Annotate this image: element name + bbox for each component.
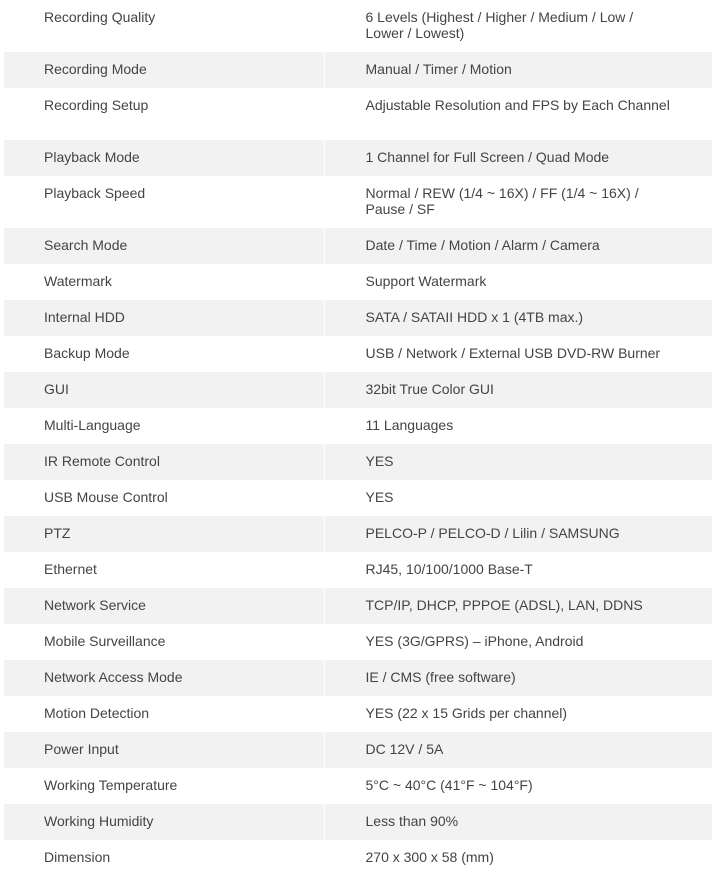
- spec-label: Recording Mode: [4, 52, 324, 88]
- spec-value: 5°C ~ 40°C (41°F ~ 104°F): [365, 777, 533, 793]
- spec-label: Search Mode: [4, 228, 324, 264]
- spec-row-playback-speed: [4, 176, 712, 228]
- spec-value: Manual / Timer / Motion: [324, 52, 712, 88]
- spec-label: Recording Setup: [4, 88, 324, 140]
- spec-row-ethernet: [4, 552, 712, 588]
- spec-row-mobile-surveillance: [4, 624, 712, 660]
- spec-row-motion-detection: [4, 696, 712, 732]
- spec-label: Network Access Mode: [4, 660, 324, 696]
- spec-label: Mobile Surveillance: [4, 624, 324, 660]
- spec-value: Normal / REW (1/4 ~ 16X) / FF (1/4 ~ 16X) / Pause / SF: [365, 185, 639, 217]
- spec-row-usb-mouse-control: [4, 480, 712, 516]
- spec-value: Less than 90%: [324, 804, 712, 840]
- spec-value: 6 Levels (Highest / Higher / Medium / Low / Lower / Lowest): [365, 9, 634, 41]
- spec-value: 1 Channel for Full Screen / Quad Mode: [324, 140, 712, 176]
- spec-label: GUI: [4, 372, 324, 408]
- spec-value: Date / Time / Motion / Alarm / Camera: [324, 228, 712, 264]
- spec-row-search-mode: [4, 228, 712, 264]
- spec-label: USB Mouse Control: [4, 480, 324, 516]
- spec-row-internal-hdd: [4, 300, 712, 336]
- spec-label: Watermark: [4, 264, 324, 300]
- spec-row-watermark: [4, 264, 712, 300]
- spec-label: PTZ: [4, 516, 324, 552]
- spec-row-ptz: [4, 516, 712, 552]
- spec-value: USB / Network / External USB DVD-RW Burner: [365, 345, 661, 361]
- spec-label: Playback Speed: [4, 176, 324, 228]
- spec-value: Adjustable Resolution and FPS by Each Channel: [365, 97, 670, 113]
- spec-label: Power Input: [4, 732, 324, 768]
- spec-label: IR Remote Control: [4, 444, 324, 480]
- spec-value: Support Watermark: [365, 273, 487, 289]
- spec-row-gui: [4, 372, 712, 408]
- spec-row-network-service: [4, 588, 712, 624]
- spec-row-recording-setup: [4, 88, 712, 140]
- spec-table-body: [4, 0, 712, 876]
- spec-table: [4, 0, 712, 876]
- spec-row-working-temperature: [4, 768, 712, 804]
- spec-label: Working Temperature: [4, 768, 324, 804]
- spec-row-ir-remote-control: [4, 444, 712, 480]
- spec-row-multi-language: [4, 408, 712, 444]
- spec-label: Backup Mode: [4, 336, 324, 372]
- spec-value: DC 12V / 5A: [324, 732, 712, 768]
- spec-row-power-input: [4, 732, 712, 768]
- spec-label: Internal HDD: [4, 300, 324, 336]
- spec-value: PELCO-P / PELCO-D / Lilin / SAMSUNG: [324, 516, 712, 552]
- spec-value: YES (3G/GPRS) – iPhone, Android: [365, 633, 584, 649]
- spec-value: IE / CMS (free software): [324, 660, 712, 696]
- spec-label: Multi-Language: [4, 408, 324, 444]
- spec-label: Playback Mode: [4, 140, 324, 176]
- spec-value: YES: [324, 444, 712, 480]
- spec-value: RJ45, 10/100/1000 Base-T: [365, 561, 533, 577]
- spec-value: TCP/IP, DHCP, PPPOE (ADSL), LAN, DDNS: [324, 588, 712, 624]
- spec-row-recording-mode: [4, 52, 712, 88]
- spec-label: Motion Detection: [4, 696, 324, 732]
- spec-row-playback-mode: [4, 140, 712, 176]
- spec-row-network-access-mode: [4, 660, 712, 696]
- spec-label: Recording Quality: [4, 0, 324, 52]
- spec-value: 11 Languages: [365, 417, 454, 433]
- spec-label: Working Humidity: [4, 804, 324, 840]
- spec-label: Dimension: [4, 840, 324, 876]
- spec-value: YES (22 x 15 Grids per channel): [365, 705, 568, 721]
- spec-row-working-humidity: [4, 804, 712, 840]
- spec-label: Network Service: [4, 588, 324, 624]
- spec-row-recording-quality: [4, 0, 712, 52]
- spec-row-dimension: [4, 840, 712, 876]
- spec-value: 270 x 300 x 58 (mm): [365, 849, 494, 865]
- spec-value: 32bit True Color GUI: [324, 372, 712, 408]
- spec-label: Ethernet: [4, 552, 324, 588]
- spec-value: SATA / SATAII HDD x 1 (4TB max.): [324, 300, 712, 336]
- spec-row-backup-mode: [4, 336, 712, 372]
- spec-value: YES: [365, 489, 394, 505]
